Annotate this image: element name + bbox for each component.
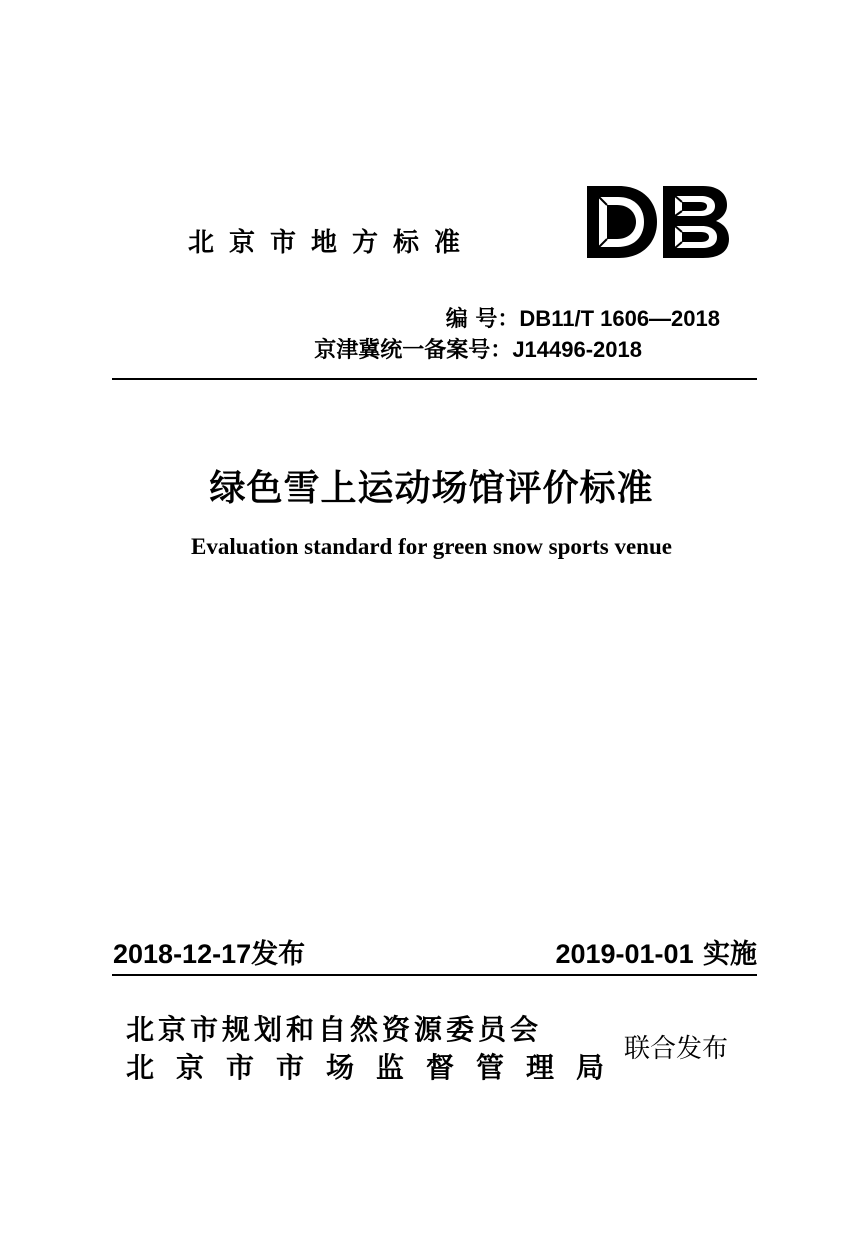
record-number xyxy=(0,333,642,364)
bottom-divider xyxy=(112,974,757,976)
issue-date xyxy=(113,932,305,971)
title-chinese: 绿色雪上运动场馆评价标准 xyxy=(209,468,654,509)
issue-date-value: 2018-12-17 xyxy=(113,939,252,969)
issuer-line-2: 北京市市场监督管理局 xyxy=(126,1051,627,1084)
standard-number-value: DB11/T 1606—2018 xyxy=(519,306,720,331)
record-number-label: 京津冀统一备案号： xyxy=(314,338,513,363)
implementation-date xyxy=(555,932,757,971)
implementation-date-label: 实施 xyxy=(703,939,757,970)
issue-date-label: 发布 xyxy=(251,939,306,970)
standard-number xyxy=(0,302,720,333)
standard-number-label: 编 号： xyxy=(445,307,520,332)
top-divider xyxy=(112,378,757,380)
issuer-line-1: 北京市规划和自然资源委员会 xyxy=(126,1013,543,1046)
standard-type-heading: 北京市地方标准 xyxy=(188,228,476,258)
joint-issue-label: 联合发布 xyxy=(624,1034,729,1064)
db-logo-icon xyxy=(585,184,731,260)
implementation-date-value: 2019-01-01 xyxy=(555,939,694,969)
title-english: Evaluation standard for green snow sports venue xyxy=(191,534,672,559)
record-number-value: J14496-2018 xyxy=(512,337,642,362)
